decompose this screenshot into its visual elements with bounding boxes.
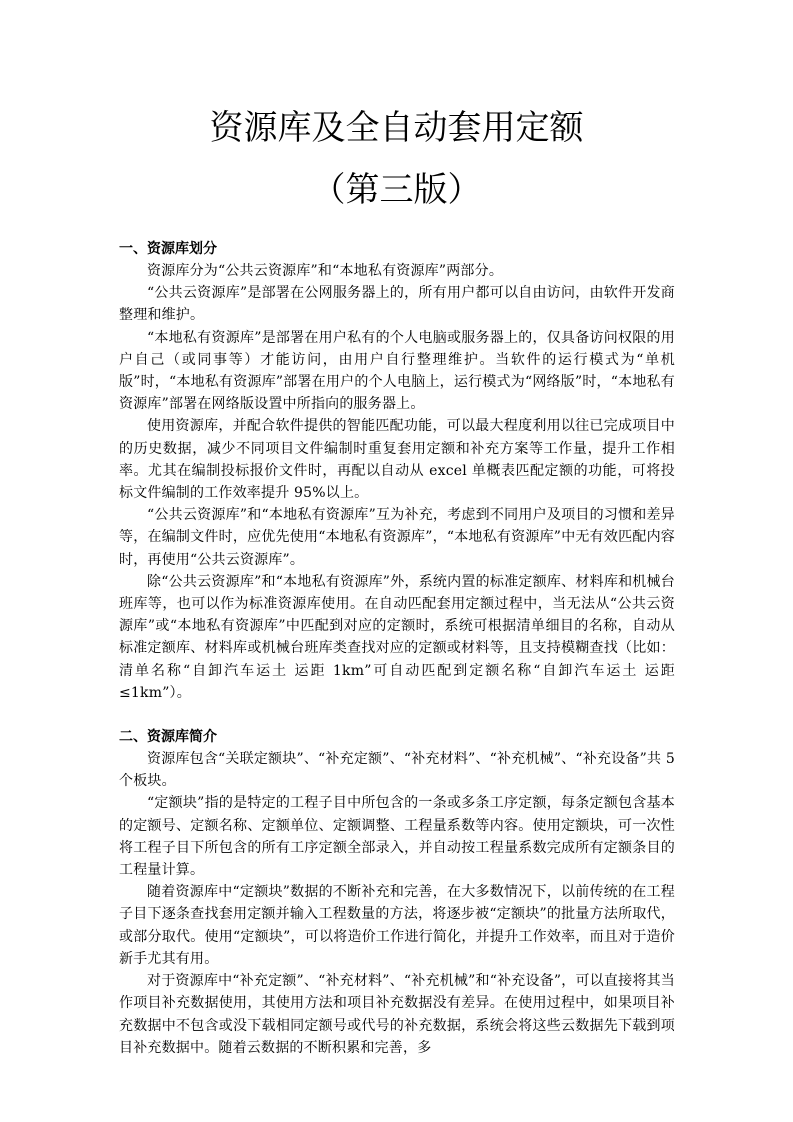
document-subtitle: （第三版） xyxy=(311,170,482,210)
paragraph: 资源库包含“关联定额块”、“补充定额”、“补充材料”、“补充机械”、“补充设备”共 5 个板块。 xyxy=(119,751,675,790)
document-title: 资源库及全自动套用定额 xyxy=(209,108,584,148)
paragraph: 对于资源库中“补充定额”、“补充材料”、“补充机械”和“补充设备”，可以直接将其当作项目补充数据使用，其使用方法和项目补充数据没有差异。在使用过程中，如果项目补充数据中不包含或没下载相同定额号或代号的补充数据，系统会将这些云数据先下载到项目补充数据中。随着云数据的不断积累和完善，多 xyxy=(119,973,675,1056)
paragraph: 资源库分为“公共云资源库”和“本地私有资源库”两部分。 xyxy=(147,263,504,279)
paragraph: “本地私有资源库”是部署在用户私有的个人电脑或服务器上的，仅具备访问权限的用户自己（或同事等）才能访问，由用户自行整理维护。当软件的运行模式为“单机版”时，“本地私有资源库”部署在用户的个人电脑上，运行模式为“网络版”时，“本地私有资源库”部署在网络版设置中所指向的服务器上。 xyxy=(119,329,675,413)
paragraph: “定额块”指的是特定的工程子目中所包含的一条或多条工序定额，每条定额包含基本的定额号、定额名称、定额单位、定额调整、工程量系数等内容。使用定额块，可一次性将工程子目下所包含的所有工序定额全部录入，并自动按工程量系数完成所有定额条目的工程量计算。 xyxy=(119,795,675,879)
paragraph: “公共云资源库”和“本地私有资源库”互为补充，考虑到不同用户及项目的习惯和差异等，在编制文件时，应优先使用“本地私有资源库”，“本地私有资源库”中无有效匹配内容时，再使用“公共云资源库”。 xyxy=(119,507,675,568)
paragraph: 随着资源库中“定额块”数据的不断补充和完善，在大多数情况下，以前传统的在工程子目下逐条查找套用定额并输入工程数量的方法，将逐步被“定额块”的批量方法所取代，或部分取代。使用“定额块”，可以将造价工作进行简化，并提升工作效率，而且对于造价新手尤其有用。 xyxy=(119,884,675,967)
paragraph: 除“公共云资源库”和“本地私有资源库”外，系统内置的标准定额库、材料库和机械台班库等，也可以作为标准资源库使用。在自动匹配套用定额过程中，当无法从“公共云资源库”或“本地私有资源库”中匹配到对应的定额时，系统可根据清单细目的名称，自动从标准定额库、材料库或机械台班库类查找对应的定额或材料等，且支持模糊查找（比如：清单名称“自卸汽车运土 运距 1km”可自动匹配到定额名称“自卸汽车运土 运距≤1km”）。 xyxy=(119,573,675,701)
paragraph: 使用资源库，并配合软件提供的智能匹配功能，可以最大程度利用以往已完成项目中的历史数据，减少不同项目文件编制时重复套用定额和补充方案等工作量，提升工作相率。尤其在编制投标报价文件时，再配以自动从 excel 单概表匹配定额的功能，可将投标文件编制的工作效率提升 95%以上。 xyxy=(119,418,675,502)
section-heading-2: 二、资源库简介 xyxy=(119,729,217,746)
section-heading-1: 一、资源库划分 xyxy=(119,241,217,257)
document-body xyxy=(119,238,675,1059)
paragraph: “公共云资源库”是部署在公网服务器上的，所有用户都可以自由访问，由软件开发商整理和维护。 xyxy=(119,285,675,324)
